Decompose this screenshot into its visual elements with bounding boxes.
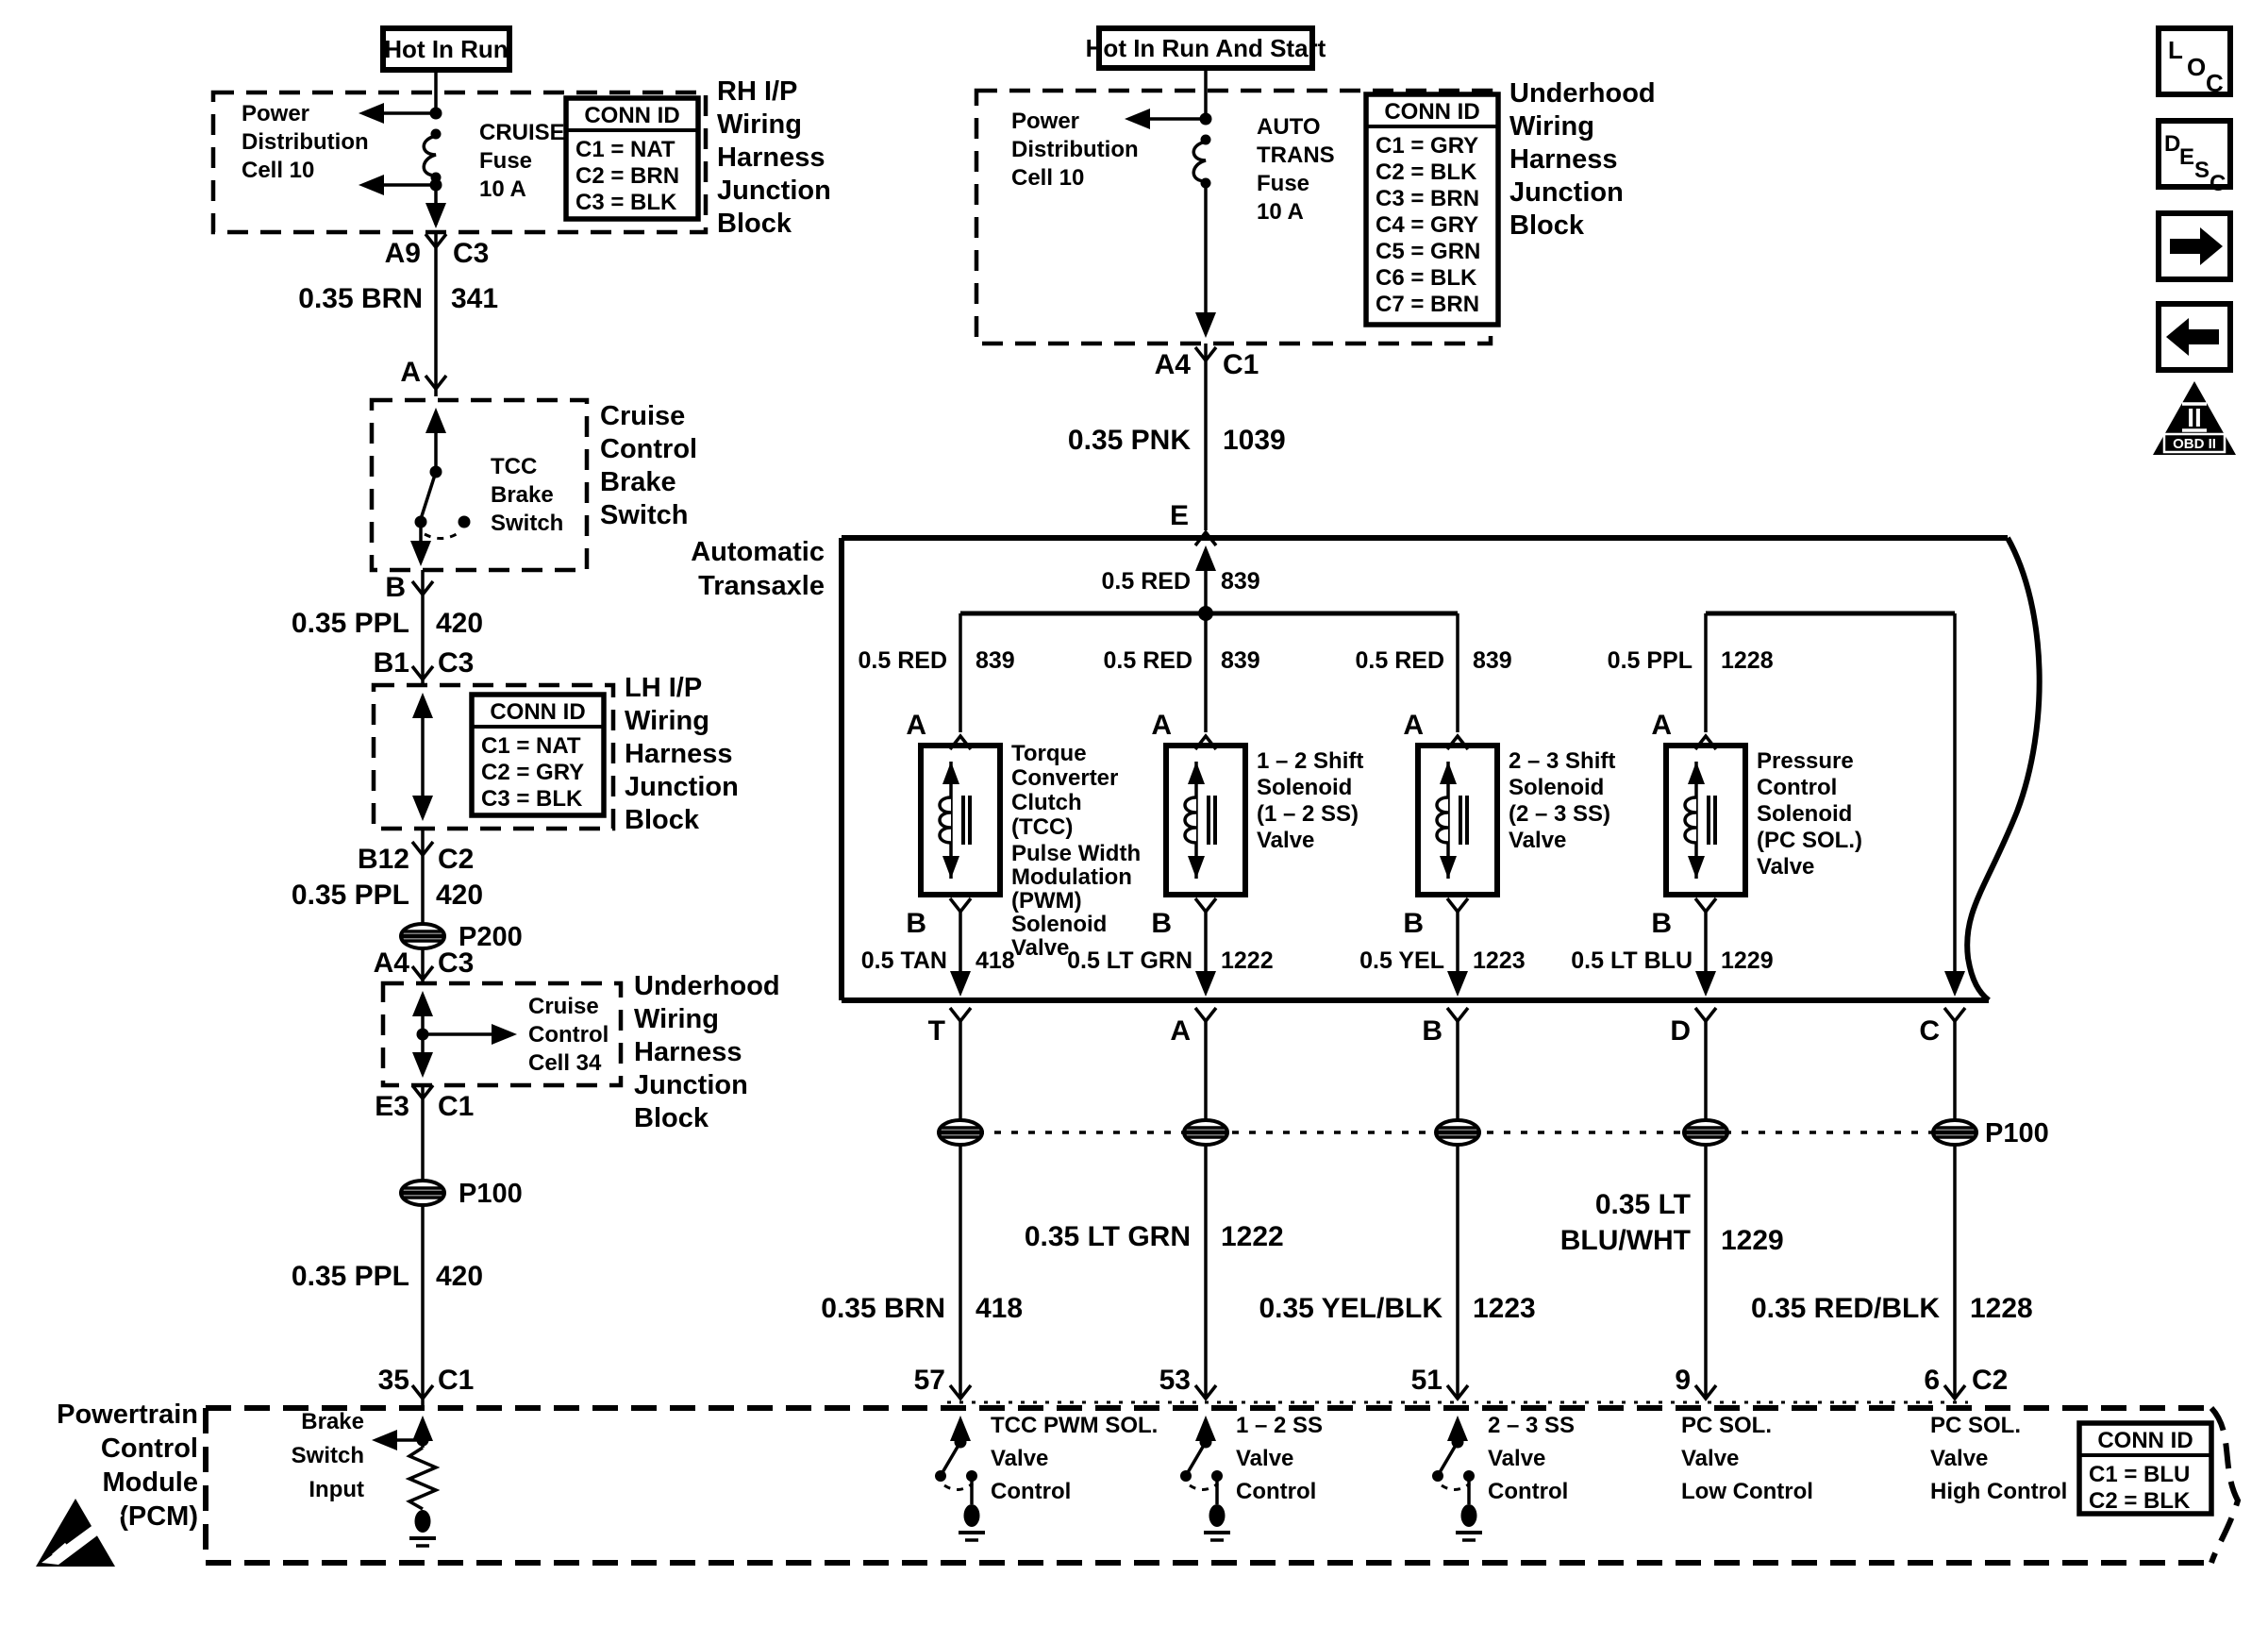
- wire-gauge: 0.35 RED/BLK: [1750, 1293, 1940, 1324]
- fuse-label: CRUISE: [479, 120, 565, 145]
- solenoid-name: Torque: [1011, 741, 1087, 766]
- conn-id-row: C4 = GRY: [1376, 212, 1479, 238]
- wire-circuit: 418: [976, 1293, 1024, 1324]
- conn-id-row: C2 = BRN: [575, 163, 680, 189]
- terminal: A: [1651, 710, 1672, 741]
- exit-arrow-icon: [425, 203, 446, 228]
- pcm-driver-2-3ss: [1432, 1413, 1575, 1540]
- fuse-label: Fuse: [1257, 171, 1310, 196]
- wire-circuit: 839: [1473, 647, 1512, 674]
- esd-symbol-icon: [36, 1499, 123, 1567]
- solenoid-name: (PWM): [1011, 888, 1082, 914]
- wire-gauge: 0.5 LT GRN: [1067, 947, 1192, 974]
- terminal: B: [385, 572, 406, 603]
- conn-id-row: C1 = GRY: [1376, 133, 1479, 159]
- pcm-output-label: High Control: [1930, 1479, 2068, 1504]
- wire-gauge: 0.5 RED: [1103, 647, 1192, 674]
- transaxle-name: Automatic: [691, 537, 825, 567]
- solenoid-name: Solenoid: [1011, 912, 1108, 937]
- toolbar-prev-button[interactable]: [2159, 304, 2230, 370]
- fuse-label: Fuse: [479, 148, 533, 174]
- wire-gauge: 0.35 LT: [1594, 1189, 1691, 1220]
- inline-connector-p200-icon: [401, 924, 444, 948]
- case-terminal-c: [1919, 1008, 1965, 1397]
- wire-circuit: 1228: [1721, 647, 1774, 674]
- solenoid-2-3-shift: [1356, 647, 1616, 1397]
- inline-connector-icon: [939, 1120, 982, 1145]
- conn-id-row: C3 = BLK: [481, 786, 583, 812]
- power-feed-arrow-icon: [359, 103, 384, 124]
- desc-letter: S: [2194, 158, 2210, 183]
- hot-in-run-label: Hot In Run: [384, 35, 509, 63]
- wire-circuit: 420: [436, 880, 484, 911]
- underhood-conn-id-table: [1366, 94, 1498, 325]
- pin-number: 51: [1410, 1365, 1443, 1396]
- case-terminal: C: [1919, 1015, 1940, 1047]
- wire-circuit: 1222: [1221, 947, 1274, 974]
- solenoid-tcc-pwm: [859, 647, 1142, 1397]
- case-terminal: A: [1170, 1015, 1191, 1047]
- power-dist-label: Distribution: [1011, 137, 1139, 162]
- block-name: Junction: [717, 176, 831, 206]
- block-name: Harness: [717, 142, 825, 173]
- pcm-driver-tcc: [935, 1413, 1158, 1540]
- terminal: B1: [373, 647, 409, 679]
- fuse-label: AUTO: [1257, 114, 1321, 140]
- wire-circuit: 1229: [1721, 1225, 1784, 1256]
- resistor: [409, 1448, 436, 1509]
- block-name: LH I/P: [625, 673, 703, 703]
- solenoid-coil-icon: [1685, 762, 1715, 879]
- exit-arrow-icon: [1195, 312, 1216, 338]
- pcm-input-label: Brake: [301, 1409, 364, 1434]
- pcm-input-label: Switch: [291, 1443, 364, 1468]
- pcm-name: Module: [102, 1467, 198, 1498]
- loc-letter: L: [2168, 36, 2183, 64]
- block-name: Block: [634, 1103, 709, 1133]
- pcm-name: Powertrain: [57, 1400, 198, 1430]
- block-name: Junction: [1509, 177, 1624, 208]
- pcm-pc-sol-high: [1930, 1413, 2067, 1504]
- conn-id-row: C2 = GRY: [481, 760, 585, 785]
- block-name: Underhood: [634, 971, 780, 1001]
- wire-gauge: 0.5 RED: [1101, 568, 1191, 595]
- pcm-output-label: Valve: [1930, 1446, 1989, 1471]
- conn-id-row: C2 = BLK: [2089, 1488, 2191, 1514]
- solenoid-name: Valve: [1011, 935, 1070, 961]
- terminal: A9: [384, 238, 421, 269]
- power-feed-arrow-icon: [359, 175, 384, 195]
- solenoid-name: (PC SOL.): [1757, 828, 1862, 853]
- conn-id-row: C1 = NAT: [575, 137, 675, 162]
- wire-circuit: 839: [976, 647, 1015, 674]
- connector: C1: [1223, 349, 1259, 380]
- wire-gauge: 0.35 LT GRN: [1024, 1221, 1191, 1252]
- cruise-control-brake-switch: [372, 400, 697, 570]
- connector: C3: [438, 947, 475, 979]
- right-arrow-icon: [2170, 227, 2223, 265]
- mid-wire-pnk-1039: [1068, 344, 1286, 545]
- pcm-name: (PCM): [119, 1501, 198, 1532]
- fuse-label: 10 A: [1257, 199, 1304, 225]
- obd-ii-badge: [2153, 381, 2236, 455]
- block-name: Harness: [625, 739, 733, 769]
- terminal: A: [1403, 710, 1424, 741]
- solenoid-name: Valve: [1757, 854, 1815, 880]
- left-wire-ppl-420-mid: [292, 829, 523, 983]
- switch-label: Brake: [491, 482, 554, 508]
- pcm-output-label: PC SOL.: [1930, 1413, 2022, 1438]
- conn-id-header: CONN ID: [2097, 1428, 2193, 1453]
- conn-id-row: C3 = BLK: [575, 190, 677, 215]
- left-wire-ppl-420-lower: [292, 1085, 523, 1408]
- terminal: B: [1651, 908, 1672, 939]
- wire-gauge: 0.5 YEL: [1359, 947, 1444, 974]
- connector-y-icon: [1695, 1008, 1716, 1021]
- terminal: B: [1151, 908, 1172, 939]
- pcm-conn-id-table: [2079, 1423, 2211, 1514]
- auto-trans-fuse-icon: [1193, 135, 1210, 189]
- pcm-output-label: Control: [991, 1479, 1072, 1504]
- switch-label: TCC: [491, 454, 538, 479]
- conn-id-row: C3 = BRN: [1376, 186, 1480, 211]
- solenoid-name: Solenoid: [1757, 801, 1853, 827]
- conn-id-header: CONN ID: [584, 103, 680, 128]
- pcm-brake-switch-input: [292, 1409, 436, 1546]
- toolbar-next-button[interactable]: [2159, 213, 2230, 279]
- case-terminal: T: [927, 1015, 945, 1047]
- solenoid-coil-icon: [940, 762, 970, 879]
- exit-arrow-icon: [1695, 971, 1716, 997]
- solenoid-name: 1 – 2 Shift: [1257, 748, 1364, 774]
- wire-circuit: 420: [436, 608, 484, 639]
- solenoid-name: Solenoid: [1509, 775, 1605, 800]
- exit-arrow-icon: [412, 1052, 433, 1078]
- solenoid-name: Valve: [1257, 828, 1315, 853]
- hot-in-run-start-label: Hot In Run And Start: [1085, 34, 1326, 62]
- power-dist-label: Power: [242, 101, 310, 126]
- wire-circuit: 839: [1221, 568, 1260, 595]
- wire-gauge: 0.35 BRN: [298, 283, 423, 314]
- wire-gauge: 0.5 PPL: [1607, 647, 1693, 674]
- pcm-pin-row: [914, 1365, 2009, 1402]
- inline-connector-icon: [1684, 1120, 1727, 1145]
- cell-ref: Cell 34: [528, 1050, 602, 1076]
- inline-connector-p100-icon: [401, 1181, 444, 1205]
- solenoid-name: 2 – 3 Shift: [1509, 748, 1616, 774]
- block-name: Junction: [634, 1070, 748, 1100]
- connector-y-icon: [1195, 1008, 1216, 1021]
- connector: C1: [438, 1365, 475, 1396]
- obd-numeral: II: [2187, 403, 2202, 432]
- exit-arrow-icon: [1944, 971, 1965, 997]
- wire-circuit: 1223: [1473, 1293, 1536, 1324]
- wire-gauge: 0.35 YEL/BLK: [1259, 1293, 1443, 1324]
- torn-edge: [2211, 1408, 2238, 1563]
- power-dist-label: Cell 10: [1011, 165, 1085, 191]
- block-name: Block: [717, 209, 792, 239]
- exit-arrow-icon: [1195, 971, 1216, 997]
- connector-y-icon: [950, 1008, 971, 1021]
- terminal: A: [400, 357, 421, 388]
- loc-letter: C: [2206, 69, 2224, 97]
- terminal: 35: [377, 1365, 409, 1396]
- transaxle-name: Transaxle: [698, 571, 825, 601]
- block-name: Underhood: [1509, 78, 1656, 109]
- case-terminal: B: [1422, 1015, 1443, 1047]
- solenoid-name: Clutch: [1011, 790, 1082, 815]
- fuse-label: 10 A: [479, 176, 526, 202]
- terminal: B12: [357, 844, 409, 875]
- terminal: E3: [375, 1091, 409, 1122]
- connector-y-icon: [1195, 898, 1216, 912]
- block-name: Block: [1509, 210, 1584, 241]
- conn-id-row: C5 = GRN: [1376, 239, 1481, 264]
- pin-number: 6: [1924, 1365, 1940, 1396]
- pin-number: 57: [913, 1365, 945, 1396]
- hot-in-run-source: [383, 28, 509, 113]
- inline-connector-label: P200: [459, 922, 523, 952]
- exit-arrow-icon: [950, 971, 971, 997]
- pcm-output-label: Control: [1236, 1479, 1317, 1504]
- connector-y-icon: [1944, 1008, 1965, 1021]
- torn-edge: [1967, 538, 2040, 1000]
- cruise-cell-arrow-icon: [492, 1024, 517, 1045]
- solenoid-name: Control: [1757, 775, 1838, 800]
- connector-y-icon: [1447, 1008, 1468, 1021]
- pcm-output-label: Valve: [1488, 1446, 1546, 1471]
- conn-id-header: CONN ID: [1384, 99, 1480, 125]
- p100-connector-row: [939, 1118, 2049, 1148]
- toolbar-desc-button[interactable]: [2159, 121, 2230, 196]
- solenoid-name: (1 – 2 SS): [1257, 801, 1359, 827]
- conn-id-row: C2 = BLK: [1376, 159, 1477, 185]
- hot-in-run-and-start-source: [1086, 28, 1326, 119]
- wire-gauge: 0.35 PNK: [1067, 425, 1191, 456]
- pcm-name: Control: [100, 1433, 198, 1464]
- exit-arrow-icon: [1447, 971, 1468, 997]
- brake-input-arrow-icon: [372, 1430, 397, 1450]
- desc-letter: C: [2210, 171, 2226, 196]
- solenoid-name: Modulation: [1011, 864, 1132, 890]
- pcm-output-label: PC SOL.: [1681, 1413, 1773, 1438]
- conn-id-row: C1 = BLU: [2089, 1462, 2191, 1487]
- wire-gauge: 0.5 LT BLU: [1571, 947, 1693, 974]
- terminal: A: [906, 710, 926, 741]
- component-name: Cruise: [600, 401, 686, 431]
- left-wire-ppl-420-upper: [292, 570, 483, 685]
- pin-number: 9: [1675, 1365, 1691, 1396]
- inline-connector-label: P100: [459, 1179, 523, 1209]
- left-wire-brn-341: [298, 232, 498, 396]
- connector: C2: [438, 844, 475, 875]
- wire-circuit: 1039: [1223, 425, 1286, 456]
- fuse-label: TRANS: [1257, 142, 1335, 168]
- connector: C3: [438, 647, 475, 679]
- block-name: Wiring: [717, 109, 802, 140]
- component-name: Control: [600, 434, 698, 464]
- power-dist-label: Cell 10: [242, 158, 315, 183]
- cruise-fuse-icon: [424, 129, 441, 183]
- exit-arrow-icon: [410, 541, 431, 566]
- wire-circuit: 420: [436, 1261, 484, 1292]
- wire-gauge: 0.35 PPL: [291, 880, 409, 911]
- obd-label: OBD II: [2173, 436, 2216, 452]
- solenoid-name: Solenoid: [1257, 775, 1353, 800]
- terminal: B: [1403, 908, 1424, 939]
- connector-y-icon: [950, 898, 971, 912]
- solenoid-coil-icon: [1437, 762, 1467, 879]
- loc-letter: O: [2187, 53, 2207, 81]
- inline-connector-label: P100: [1985, 1118, 2049, 1148]
- wire-gauge: 0.5 RED: [1355, 647, 1444, 674]
- cell-ref: Cruise: [528, 994, 599, 1019]
- wire-circuit: 418: [976, 947, 1015, 974]
- block-name: Harness: [634, 1037, 742, 1067]
- solenoid-name: Pulse Width: [1011, 841, 1142, 866]
- inline-connector-icon: [1933, 1120, 1976, 1145]
- ground-icon: [1456, 1504, 1482, 1540]
- power-dist-label: Power: [1011, 109, 1080, 134]
- block-name: Wiring: [625, 706, 709, 736]
- terminal: E: [1169, 500, 1189, 531]
- block-name: Wiring: [634, 1004, 719, 1034]
- pcm-input-label: Input: [309, 1477, 364, 1502]
- entry-arrow-icon: [425, 408, 446, 433]
- wire-circuit: 1228: [1970, 1293, 2033, 1324]
- wire-circuit: 1229: [1721, 947, 1774, 974]
- exit-arrow-icon: [412, 796, 433, 821]
- pcm-output-label: TCC PWM SOL.: [991, 1413, 1159, 1438]
- solenoid-name: Pressure: [1757, 748, 1854, 774]
- power-dist-label: Distribution: [242, 129, 369, 155]
- connector-y-icon: [1447, 898, 1468, 912]
- inline-connector-icon: [1184, 1120, 1227, 1145]
- block-name: Wiring: [1509, 111, 1594, 142]
- solenoid-coil-icon: [1185, 762, 1215, 879]
- lh-conn-id-table: [472, 695, 604, 815]
- wire-gauge: 0.35 PPL: [291, 608, 409, 639]
- block-name: Junction: [625, 772, 739, 802]
- component-name: Brake: [600, 467, 676, 497]
- pin-number: 53: [1159, 1365, 1191, 1396]
- ground-icon: [409, 1510, 436, 1546]
- pcm-output-label: Valve: [1236, 1446, 1294, 1471]
- connector: C2: [1972, 1365, 2009, 1396]
- harness-wire-labels: [821, 1189, 2032, 1324]
- wire-gauge: 0.5 RED: [858, 647, 947, 674]
- component-name: Switch: [600, 500, 689, 530]
- left-arrow-icon: [2166, 318, 2219, 356]
- block-name: RH I/P: [717, 76, 798, 107]
- conn-id-row: C1 = NAT: [481, 733, 581, 759]
- wire-gauge: 0.35 BRN: [821, 1293, 945, 1324]
- terminal: A: [1151, 710, 1172, 741]
- lh-ip-junction-block: [374, 673, 739, 835]
- power-feed-arrow-icon: [1125, 109, 1150, 129]
- terminal: A4: [1154, 349, 1191, 380]
- ground-icon: [1204, 1504, 1230, 1540]
- conn-id-header: CONN ID: [490, 699, 586, 725]
- terminal: A4: [373, 947, 409, 979]
- connector: C3: [453, 238, 490, 269]
- rh-ip-junction-block: [213, 76, 831, 239]
- pcm-output-label: Control: [1488, 1479, 1569, 1504]
- pcm-output-label: 1 – 2 SS: [1236, 1413, 1324, 1438]
- ground-icon: [959, 1504, 985, 1540]
- wire-gauge: 0.5 TAN: [860, 947, 947, 974]
- block-name: Harness: [1509, 144, 1618, 175]
- underhood-junction-block-main: [976, 78, 1656, 344]
- solenoid-1-2-shift: [1067, 647, 1363, 1397]
- solenoid-name: Valve: [1509, 828, 1567, 853]
- wire-circuit: 341: [451, 283, 499, 314]
- switch-label: Switch: [491, 511, 564, 536]
- pcm-output-label: Valve: [991, 1446, 1049, 1471]
- terminal: B: [906, 908, 926, 939]
- desc-letter: E: [2179, 144, 2195, 170]
- conn-id-row: C7 = BRN: [1376, 292, 1480, 317]
- block-name: Block: [625, 805, 699, 835]
- pcm-output-label: Valve: [1681, 1446, 1740, 1471]
- desc-letter: D: [2164, 131, 2181, 157]
- connector-y-icon: [1695, 898, 1716, 912]
- solenoid-name: (TCC): [1011, 814, 1074, 840]
- case-terminal: D: [1670, 1015, 1691, 1047]
- cell-ref: Control: [528, 1022, 609, 1048]
- pcm-output-label: Low Control: [1681, 1479, 1813, 1504]
- solenoid-name: Converter: [1011, 765, 1119, 791]
- toolbar-loc-button[interactable]: [2159, 28, 2230, 97]
- wire-gauge: 0.35 PPL: [291, 1261, 409, 1292]
- pcm-output-label: 2 – 3 SS: [1488, 1413, 1576, 1438]
- conn-id-row: C6 = BLK: [1376, 265, 1477, 291]
- wire-circuit: 1222: [1221, 1221, 1284, 1252]
- wire-circuit: 1223: [1473, 947, 1526, 974]
- solenoid-name: (2 – 3 SS): [1509, 801, 1611, 827]
- inline-connector-icon: [1436, 1120, 1479, 1145]
- pcm-pc-sol-low: [1681, 1413, 1813, 1504]
- connector: C1: [438, 1091, 475, 1122]
- pcm-driver-1-2ss: [1180, 1413, 1323, 1540]
- rh-conn-id-table: [566, 98, 698, 219]
- wire-circuit: 839: [1221, 647, 1260, 674]
- wire-gauge: BLU/WHT: [1559, 1225, 1691, 1256]
